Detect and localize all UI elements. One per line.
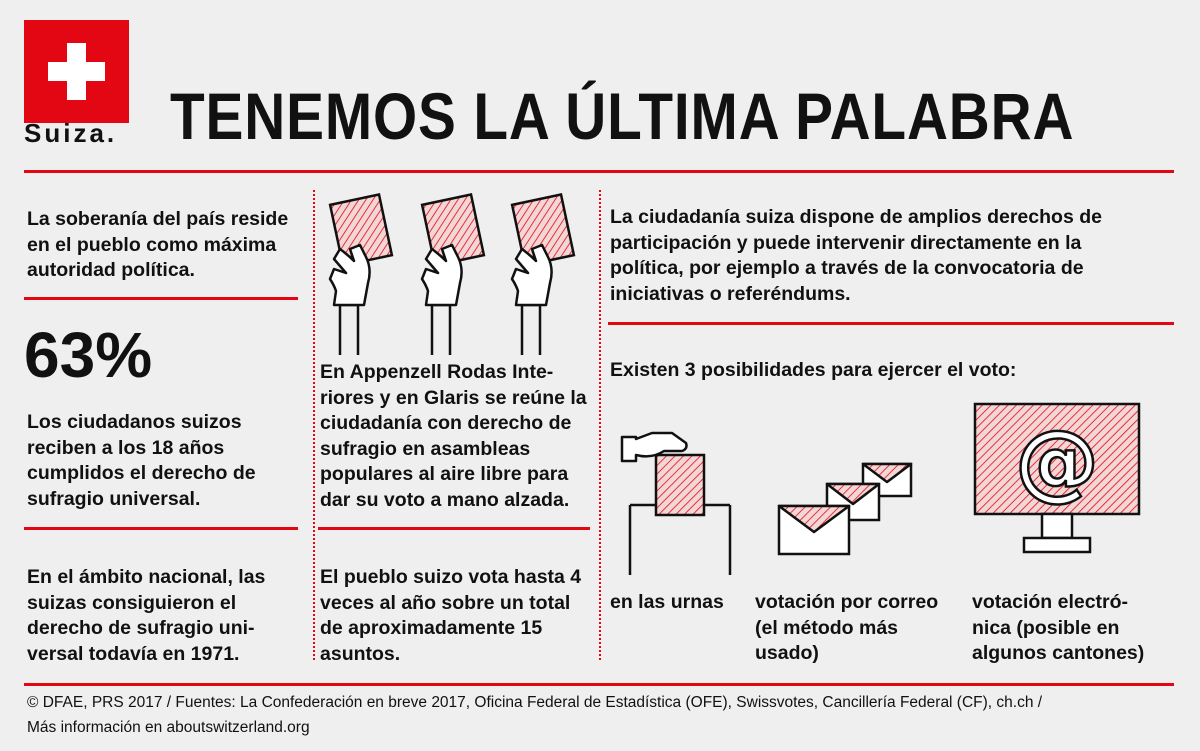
swiss-cross-icon [24,20,129,123]
section-divider [608,322,1174,325]
participation-text: La ciudadanía suiza dispone de amplios derechos de participación y puede intervenir directamente en la política, por ejemplo a través de la convocatoria de iniciativas o referéndums. [610,206,1102,305]
option-label-electronic: votación electró- nica (posible en algunos cantones) [972,591,1145,664]
raised-hands-ballots-icon [320,185,600,355]
page-title: TENEMOS LA ÚLTIMA PALABRA [170,79,1075,153]
options-heading: Existen 3 posibilidades para ejercer el voto: [610,359,1017,381]
stat-percentage: 63% [24,319,153,391]
stat-description: Los ciudadanos suizos reciben a los 18 años cumplidos el derecho de sufragio universal. [27,411,256,510]
section-divider [24,297,298,300]
footer-divider [24,683,1174,686]
ballot-box-icon [612,425,742,575]
option-label-mail: votación por correo (el método más usado) [755,591,939,664]
title-divider [24,170,1174,173]
section-divider [24,527,298,530]
footer-sources: © DFAE, PRS 2017 / Fuentes: La Confederación en breve 2017, Oficina Federal de Estadística (OFE), Swissvotes, Cancillería Federal (CF), ch.ch / [27,694,1043,711]
women-suffrage-text: En el ámbito nacional, las suizas consiguieron el derecho de sufragio uni- versal todavía en 1971. [27,566,266,665]
option-label-urns: en las urnas [610,591,724,613]
footer-more-info: Más información en aboutswitzerland.org [27,719,310,736]
votes-per-year-text: El pueblo suizo vota hasta 4 veces al año sobre un total de aproximadamente 15 asuntos. [320,566,582,665]
section-divider [318,527,590,530]
assembly-text: En Appenzell Rodas Inte- riores y en Glaris se reúne la ciudadanía con derecho de sufragio en asambleas populares al aire libre para dar su voto a mano alzada. [320,361,587,511]
at-sign-icon: @ [1015,412,1099,510]
logo-text: Suiza. [24,118,118,148]
computer-monitor-icon [970,400,1145,560]
column-divider [313,190,315,660]
sovereignty-text: La soberanía del país reside en el pueblo como máxima autoridad política. [27,208,289,281]
envelopes-icon [775,460,920,570]
